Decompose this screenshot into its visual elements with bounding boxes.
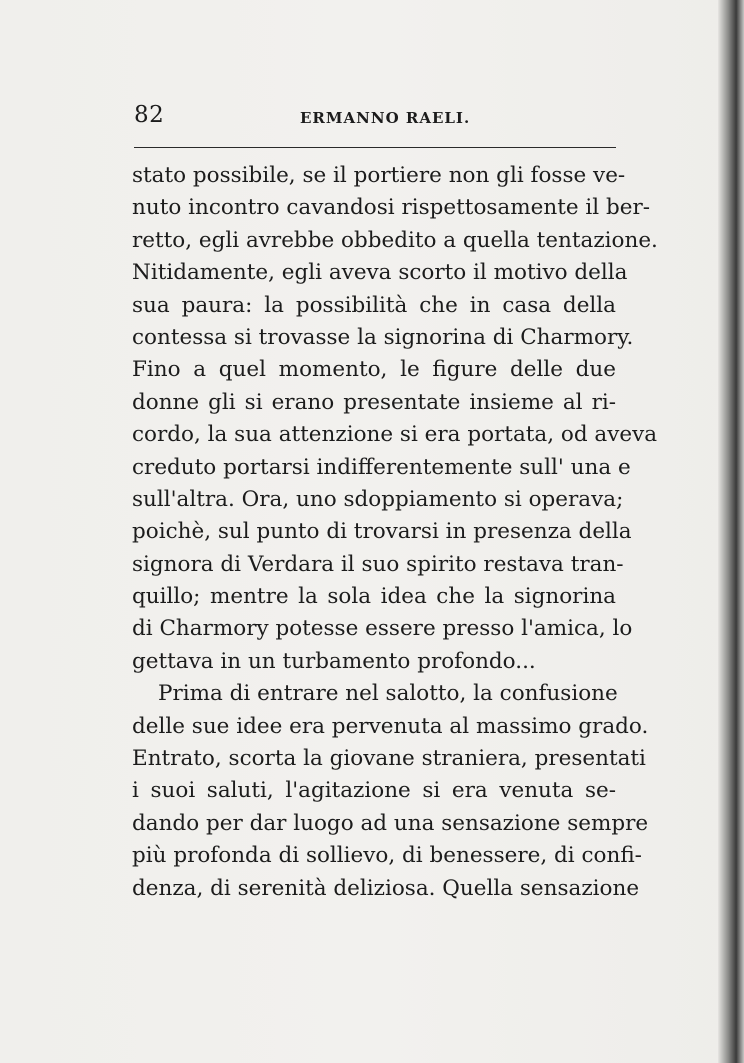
text-line: signora di Verdara il suo spirito restava tran- — [132, 551, 624, 577]
text-line: donne gli si erano presentate insieme al ri- — [132, 389, 616, 415]
text-line: quillo; mentre la sola idea che la signorina — [132, 584, 616, 610]
text-line: Nitidamente, egli aveva scorto il motivo della — [132, 260, 628, 286]
text-line: Entrato, scorta la giovane straniera, presentati — [132, 746, 646, 772]
text-line: gettava in un turbamento profondo... — [132, 648, 536, 674]
text-line: Fino a quel momento, le figure delle due — [132, 357, 616, 383]
page-header — [134, 100, 616, 130]
text-line: più profonda di sollievo, di benessere, di confi- — [132, 843, 642, 869]
text-line: i suoi saluti, l'agitazione si era venuta se- — [132, 778, 616, 804]
text-line: contessa si trovasse la signorina di Charmory. — [132, 324, 634, 350]
text-line: delle sue idee era pervenuta al massimo grado. — [132, 713, 649, 739]
body-text — [132, 160, 658, 905]
text-line: stato possibile, se il portiere non gli fosse ve- — [132, 163, 626, 188]
text-line: dando per dar luogo ad una sensazione sempre — [132, 810, 649, 836]
text-line: sua paura: la possibilità che in casa della — [132, 292, 616, 318]
text-line: sull'altra. Ora, uno sdoppiamento si operava; — [132, 486, 624, 512]
text-line: creduto portarsi indifferentemente sull' una e — [132, 454, 631, 480]
text-line: retto, egli avrebbe obbedito a quella tentazione. — [132, 227, 658, 253]
text-line: poichè, sul punto di trovarsi in presenza della — [132, 519, 632, 545]
running-head: ERMANNO RAELI. — [300, 109, 471, 127]
text-line: di Charmory potesse essere presso l'amica, lo — [132, 616, 633, 642]
text-line: Prima di entrare nel salotto, la confusione — [158, 681, 618, 707]
page-number: 82 — [134, 102, 165, 128]
header-rule — [134, 147, 616, 148]
page-edge-shadow — [718, 0, 744, 1063]
text-line: denza, di serenità deliziosa. Quella sensazione — [132, 875, 640, 901]
text-line: cordo, la sua attenzione si era portata, od aveva — [132, 422, 658, 448]
text-line: nuto incontro cavandosi rispettosamente il ber- — [132, 195, 651, 221]
